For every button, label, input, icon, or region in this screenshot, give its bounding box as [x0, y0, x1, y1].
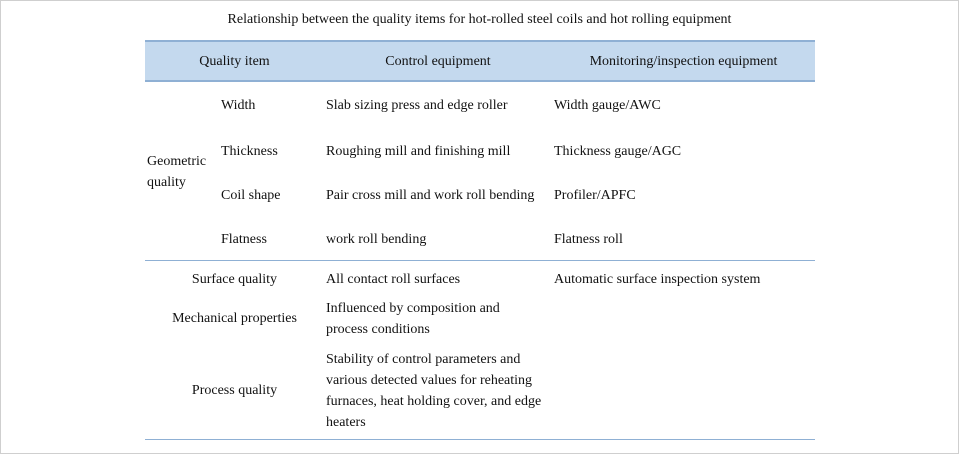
geometric-item-thickness: Thickness	[221, 144, 278, 159]
header-control-equipment: Control equipment	[385, 54, 491, 69]
header-quality-item: Quality item	[199, 54, 270, 69]
geometric-control-flatness: work roll bending	[326, 232, 427, 247]
table-header-row	[145, 42, 815, 81]
geometric-monitoring-coil-shape: Profiler/APFC	[554, 188, 636, 203]
geometric-control-thickness: Roughing mill and finishing mill	[326, 144, 511, 159]
geometric-item-width: Width	[221, 98, 256, 113]
geometric-monitoring-width: Width gauge/AWC	[554, 98, 661, 113]
geometric-control-coil-shape: Pair cross mill and work roll bending	[326, 188, 535, 203]
geometric-monitoring-flatness: Flatness roll	[554, 232, 623, 247]
header-bottom-rule	[145, 80, 815, 82]
item-surface-quality: Surface quality	[191, 272, 278, 287]
control-surface-quality: All contact roll surfaces	[326, 272, 461, 287]
header-monitoring-equipment: Monitoring/inspection equipment	[589, 54, 778, 69]
monitoring-surface-quality: Automatic surface inspection system	[554, 272, 761, 287]
control-process-quality: Stability of control parameters and various detected values for reheating furnaces, heat holding cover, and edge heaters	[326, 352, 542, 430]
quality-equipment-table	[145, 40, 815, 440]
table-bottom-rule	[145, 439, 815, 440]
geometric-quality-label: Geometric quality	[147, 154, 207, 190]
geometric-monitoring-thickness: Thickness gauge/AGC	[554, 144, 682, 159]
geometric-item-coil-shape: Coil shape	[221, 188, 281, 203]
group-divider-rule	[145, 260, 815, 261]
item-mechanical-properties: Mechanical properties	[172, 311, 297, 326]
item-process-quality: Process quality	[191, 383, 278, 398]
control-mechanical-properties: Influenced by composition and process conditions	[326, 301, 500, 337]
table-caption: Relationship between the quality items for hot-rolled steel coils and hot rolling equipment	[227, 12, 732, 27]
geometric-item-flatness: Flatness	[221, 232, 267, 247]
geometric-control-width: Slab sizing press and edge roller	[326, 98, 508, 113]
